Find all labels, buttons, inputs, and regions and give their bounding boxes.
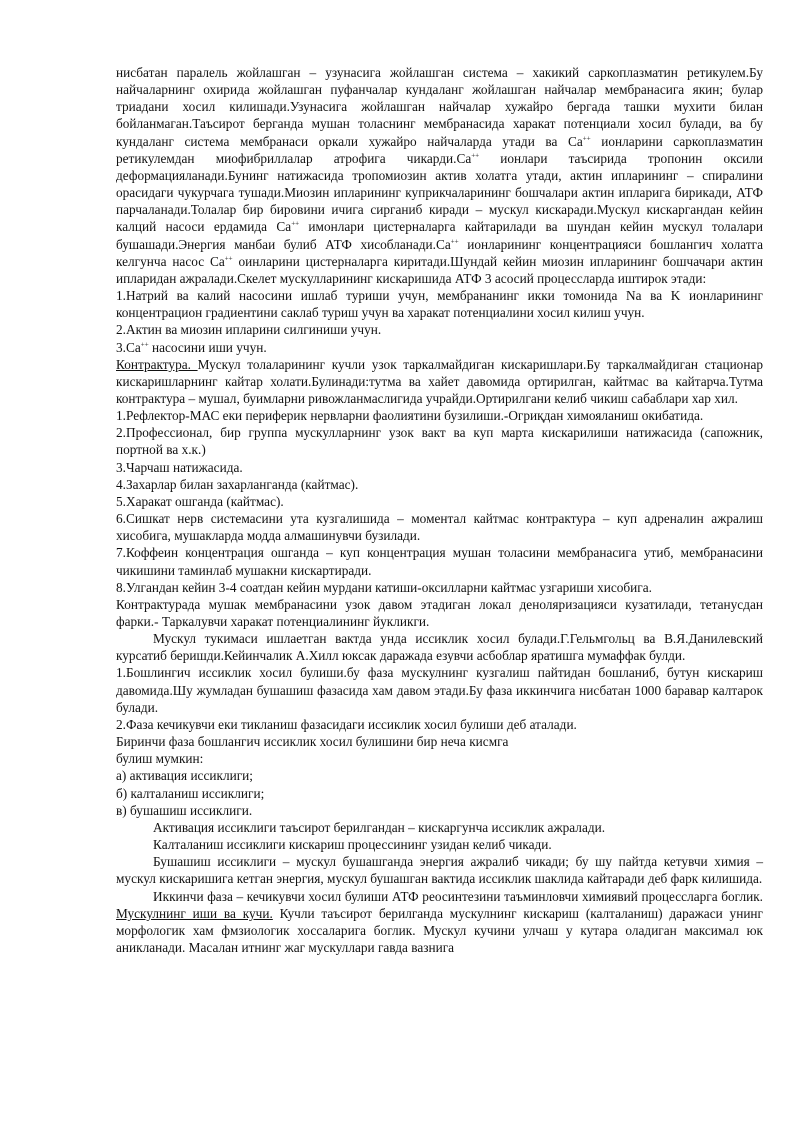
superscript: ++ (140, 340, 149, 349)
paragraph-heat: Мускул тукимаси ишлаетган вактда унда иссиклик хосил булади.Г.Гельмгольц ва В.Я.Данилевский курсатиб беришди.Кейинчалик А.Хилл юксак даражада езувчи асбоблар яратишга мумаффак булди. (116, 631, 763, 664)
text-run: Мускул толаларининг кучли узок таркалмайдиган кискаришлари.Бу таркалмайдиган стационар кискаришларнинг кайтар холати.Булинади:тутма ва хайет давомида ортирилган, кайтмас ва кайтарча.Тутма контрактура – мушал, буимларни ривожланмаслигида учрайди.Ортирилгани келиб чикиш сабаблари хар хил. (116, 356, 763, 406)
paragraph-second-phase (116, 888, 763, 957)
text-run: 3.Ca (116, 339, 141, 355)
list-item: а) активация иссиклиги; (116, 768, 253, 784)
superscript: ++ (582, 134, 591, 143)
list-item: 5.Харакат ошганда (кайтмас). (116, 493, 284, 509)
text-run: Иккинчи фаза – кечикувчи хосил булиши АТФ реосинтезини таъминловчи химиявий процессларга боглик. (153, 888, 763, 904)
superscript: ++ (450, 237, 459, 246)
list-item: 1.Бошлингич иссиклик хосил булиши.бу фаза мускулнинг кузгалиш пайтидан бошланиб, бутун кискариш давомида.Шу жумладан бушашиш фазасида хам давом этади.Бу фаза иккинчига нисбатан 1000 баравар калтарок булади. (116, 665, 763, 715)
superscript: ++ (291, 219, 300, 228)
list-item (116, 339, 763, 356)
text-run: ионларининг концентрацияси бошлангич холатга келгунча насос Ca (116, 236, 763, 269)
list-item: 2.Актин ва миозин ипларини силгиниши учун. (116, 322, 382, 338)
text-run: насосини иши учун. (148, 339, 267, 355)
list-item: Биринчи фаза бошлангич иссиклик хосил булишини бир неча кисмга (116, 734, 509, 750)
list-item: 1.Рефлектор-МАС еки периферик нервларни фаолиятини бузилиши.-Огриқдан химояланиш окибатида. (116, 408, 704, 424)
paragraph-activation-heat: Активация иссиклиги таъсирот берилгандан – кискаргунча иссиклик ажралади. (153, 819, 606, 835)
list-item: 3.Чарчаш натижасида. (116, 459, 243, 475)
text-run: имонлари цистерналарга кайтарилади ва шундан кейин мускул толалари бушашади.Энергия манбаи булиб АТФ хисобланади.Ca (116, 219, 763, 252)
paragraph-shortening-heat: Калталаниш иссиклиги кискариш процессининг узидан келиб чикади. (153, 837, 552, 853)
paragraph-contracture (116, 356, 763, 407)
list-item: 7.Коффеин концентрация ошганда – куп концентрация мушан толасини мембранасига утиб, мембранасини чикишини таминлаб мушакни кискартиради. (116, 545, 763, 578)
paragraph-contracture-note: Контрактурада мушак мембранасини узок давом этадиган локал деноляризацияси кузатилади, тетанусдан фарки.- Таркалувчи харакат потенциалининг йукликги. (116, 596, 763, 629)
text-run: ионларини саркоплазматин ретикулемдан миофибриллалар атрофига чикарди.Ca (116, 133, 763, 166)
list-item: 8.Улгандан кейин 3-4 соатдан кейин мурдани катиши-оксилларни кайтмас узгариши хисобига. (116, 579, 652, 595)
superscript: ++ (224, 254, 233, 263)
list-item: 2.Фаза кечикувчи еки тикланиш фазасидаги иссиклик хосил булиши деб аталади. (116, 716, 577, 732)
superscript: ++ (471, 151, 480, 160)
text-run: Кучли таъсирот берилганда мускулнинг кискариш (калталаниш) даражаси унинг морфологик хам фмзиологик хоссаларига боглик. Мускул кучини улчаш у кутара оладиган максимал юк аникланади. Масалан итнинг жаг мускуллари гавда вазнига (116, 905, 764, 955)
list-item: булиш мумкин: (116, 751, 204, 767)
muscle-work-heading: Мускулнинг иши ва кучи. (116, 905, 273, 921)
list-item: 4.Захарлар билан захарланганда (кайтмас). (116, 476, 359, 492)
list-item: 6.Сишкат нерв системасини ута кузгалишида – моментал кайтмас контрактура – куп адреналин ажралиш хисобига, мушакларда модда алмашинувчи бузилади. (116, 511, 763, 544)
contracture-heading: Контрактура. (116, 356, 198, 372)
list-item: в) бушашиш иссиклиги. (116, 802, 253, 818)
text-run: нисбатан паралель жойлашган – узунасига жойлашган система – хакикий саркоплазматин ретикулем.Бу найчаларнинг охирида жойлашган пуфанчалар кундаланг жойлашган найчалар мембранасига якин; булар триадани хосил килишади.Узунасига жойлашган найчалар хужайро бергада ташки мухити билан бойланмаган.Таъсирот берганда мушан толаснинг мембранасида харакат потенциали хосил булади, ва бу кундаланг система мембранаси оркали хужайро найчаларда утади ва Ca (116, 65, 763, 149)
text-run: ионлари таъсирида тропонин оксили деформацияланади.Бунинг натижасида тропомиозин актив холатга утади, актин ипларининг – спиралини орасидаги чукурчага тушади.Миозин ипларининг куприкчаларининг бошчалари актин ипларига бирикади, АТФ парчаланади.Толалар бир бировини ичига сирганиб киради – мускул кискаради.Мускул кискаргандан кейин калций насоси ердамида Ca (116, 150, 764, 235)
paragraph-relaxation-heat: Бушашиш иссиклиги – мускул бушашганда энергия ажралиб чикади; бу шу пайтда кетувчи химия – мускул кискаришига кетган энергия, мускул бушашган вактида иссиклик шаклида кайтаради деб фарк килишида. (116, 854, 763, 887)
list-item: 1.Натрий ва калий насосини ишлаб туриши учун, мембрананинг икки томонида Na ва K ионларининг концентрацион градиентини саклаб туриш учун ва харакат потенциалини хосил килиш учун. (116, 288, 763, 321)
list-item: б) калталаниш иссиклиги; (116, 785, 265, 801)
list-item: 2.Профессионал, бир группа мускулларнинг узок вакт ва куп марта кискарилиши натижасида (сапожник, портной ва х.к.) (116, 425, 763, 458)
text-run: оинларини цистерналарга киритади.Шундай кейин миозин ипларининг бошчачари актин ипларидан ажралади.Скелет мускулларининг кискаришида АТФ 3 асосий процессларда иштирок этади: (116, 253, 763, 286)
paragraph-sarcoplasmic-reticulum (116, 64, 763, 287)
document-page (116, 64, 763, 956)
